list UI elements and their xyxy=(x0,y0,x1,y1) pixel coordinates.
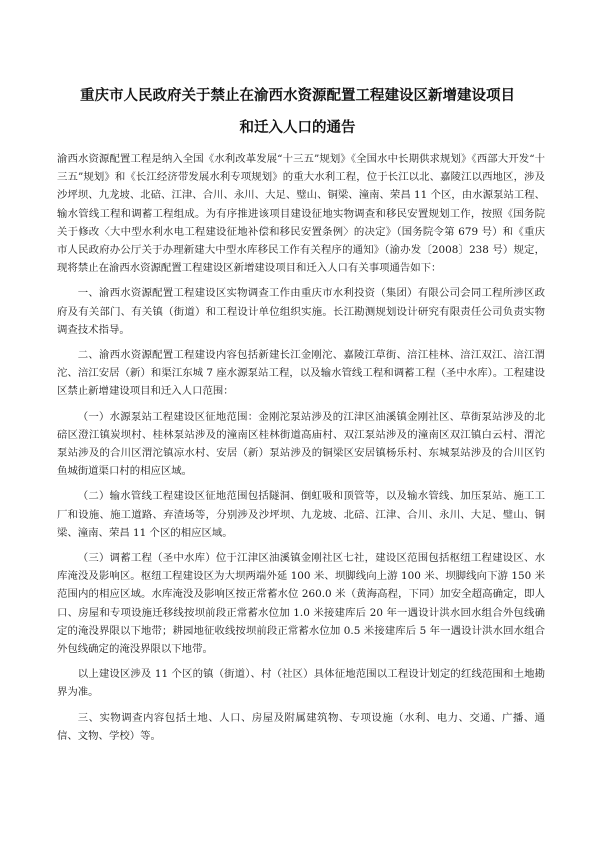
intro-paragraph: 渝西水资源配置工程是纳入全国《水利改革发展“十三五”规划》《全国水中长期供求规划》《西部大开发“十三五”规划》和《长江经济带发展水利专项规划》的重大水利工程，位于长江以北、嘉陵江以西地区，涉及沙坪坝、九龙坡、北碚、江津、合川、永川、大足、璧山、铜梁、潼南、荣昌 11 个区，由水源泵站工程、输水管线工程和调蓄工程组成。为有序推进该项目建设征地实物调查和移民安置规划工作，按照《国务院关于修改〈大中型水利水电工程建设征地补偿和移民安置条例〉的决定》（国务院令第 679 号）和《重庆市人民政府办公厅关于办理新建大中型水库移民工作有关程序的通知》（渝办发〔2008〕238 号）规定，现将禁止在渝西水资源配置工程建设区新增建设项目和迁入人口有关事项通告如下： xyxy=(57,153,545,275)
document-title-line-1: 重庆市人民政府关于禁止在渝西水资源配置工程建设区新增建设项目 xyxy=(80,88,515,104)
paragraph-item-2: （二）输水管线工程建设区征地范围包括隧洞、倒虹吸和顶管等，以及输水管线、加压泵站、施工工厂和设施、施工道路、弃渣场等，分别涉及沙坪坝、九龙坡、北碚、江津、合川、永川、大足、璧山、铜梁、潼南、荣昌 11 个区的相应区域。 xyxy=(57,490,545,539)
paragraph-item-1: （一）水源泵站工程建设区征地范围：金刚沱泵站涉及的江津区油溪镇金刚社区、草街泵站涉及的北碚区澄江镇炭坝村、桂林泵站涉及的潼南区桂林街道高庙村、双江泵站涉及的潼南区双江镇白云村、渭沱泵站涉及的合川区渭沱镇凉水村、安居（新）泵站涉及的铜梁区安居镇杨乐村、东城泵站涉及的合川区钓鱼城街道渠口村的相应区域。 xyxy=(57,410,545,478)
document-body xyxy=(57,150,545,745)
document-title-line-2: 和迁入人口的通告 xyxy=(239,120,356,136)
paragraph-section-3: 三、实物调查内容包括土地、人口、房屋及附属建筑物、专项设施（水利、电力、交通、广播、通信、文物、学校）等。 xyxy=(57,711,545,742)
paragraph-section-2: 二、渝西水资源配置工程建设内容包括新建长江金刚沱、嘉陵江草街、涪江桂林、涪江双江、涪江渭沱、涪江安居（新）和渠江东城 7 座水源泵站工程，以及输水管线工程和调蓄工程（圣中水库）。工程建设区禁止新增建设项目和迁入人口范围： xyxy=(57,349,545,398)
paragraph-section-1: 一、渝西水资源配置工程建设区实物调查工作由重庆市水利投资（集团）有限公司会同工程所涉区政府及有关部门、有关镇（街道）和工程设计单位组织实施。长江勘测规划设计研究有限责任公司负责实物调查技术指导。 xyxy=(57,287,545,336)
paragraph-scope-note: 以上建设区涉及 11 个区的镇（街道）、村（社区）具体征地范围以工程设计划定的红线范围和土地勘界为准。 xyxy=(57,668,545,699)
paragraph-item-3: （三）调蓄工程（圣中水库）位于江津区油溪镇金刚社区七社，建设区范围包括枢纽工程建设区、水库淹没及影响区。枢纽工程建设区为大坝两端外延 100 米、坝脚线向上游 100 米、坝脚线向下游 150 米范围内的相应区域。水库淹没及影响区按正常蓄水位 260.0 米（黄海高程，下同）加安全超高确定，即人口、房屋和专项设施迁移线按坝前段正常蓄水位加 1.0 米接建库后 20 年一遇设计洪水回水组合外包线确定的淹没界限以下地带；耕园地征收线按坝前段正常蓄水位加 0.5 米接建库后 5 年一遇设计洪水回水组合外包线确定的淹没界限以下地带。 xyxy=(57,552,545,656)
